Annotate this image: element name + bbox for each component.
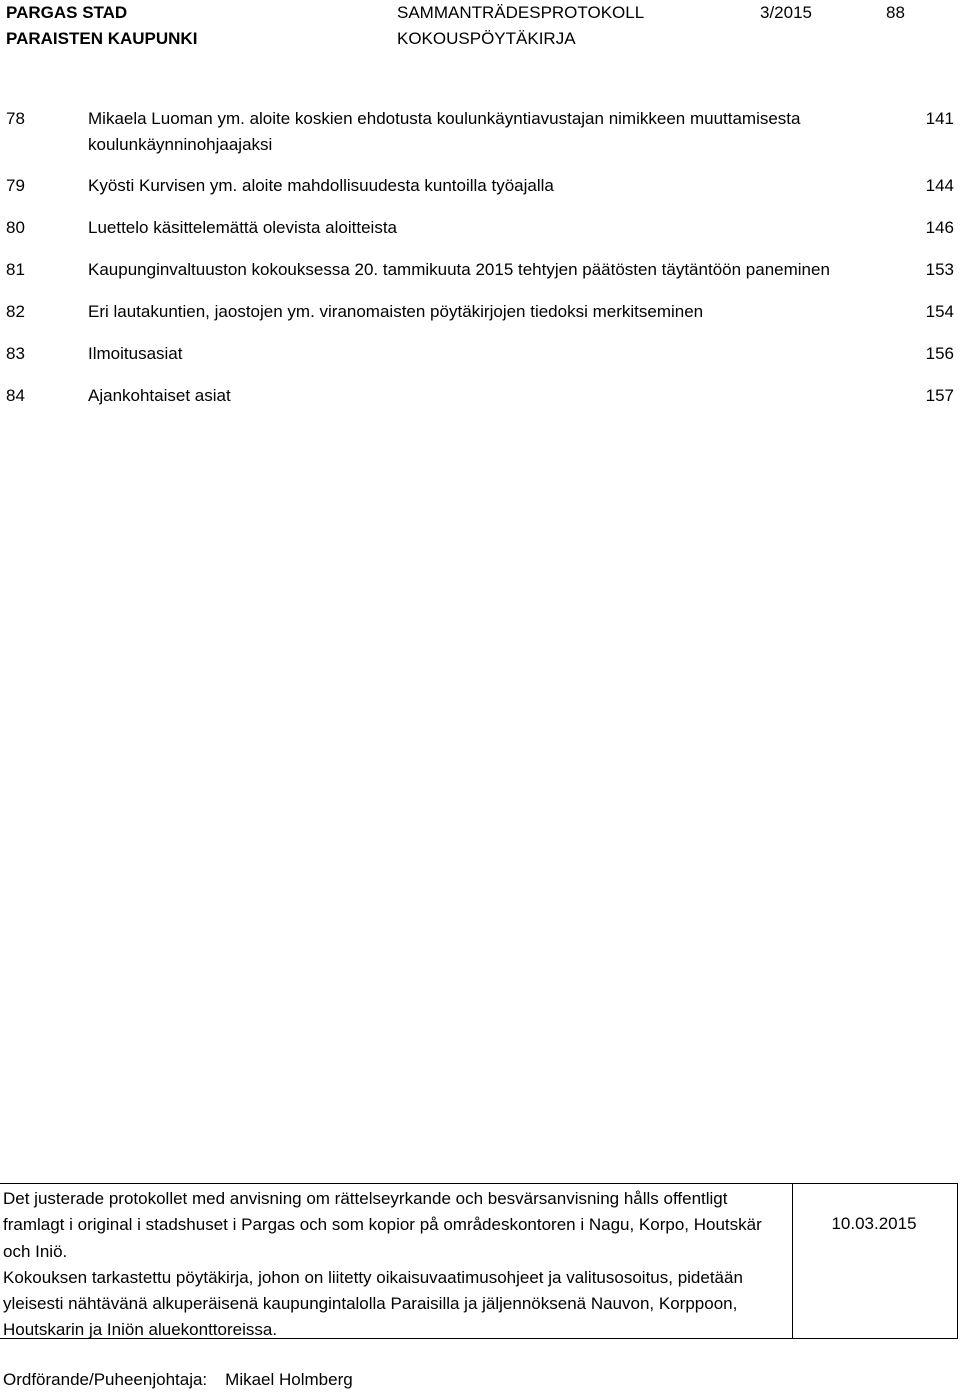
signature-line (3, 1367, 353, 1393)
agenda-item-number: 84 (6, 386, 25, 405)
page-header (0, 0, 960, 60)
agenda-item-page: 154 (925, 302, 954, 321)
agenda-item (0, 383, 960, 409)
page-number: 88 (886, 3, 905, 22)
agenda-item-title: Eri lautakuntien, jaostojen ym. viranomaisten pöytäkirjojen tiedoksi merkitseminen (88, 302, 704, 321)
agenda-item (0, 106, 960, 158)
doc-type-swedish: SAMMANTRÄDESPROTOKOLL (397, 3, 645, 22)
agenda-item-number: 79 (6, 176, 25, 195)
agenda-item-title: Ilmoitusasiat (88, 344, 183, 363)
agenda-item-number: 83 (6, 344, 25, 363)
notice-text (3, 1186, 783, 1344)
agenda-item-title: Kaupunginvaltuuston kokouksessa 20. tammikuuta 2015 tehtyjen päätösten täytäntöön paneminen (88, 260, 830, 279)
issue-number: 3/2015 (760, 3, 812, 22)
agenda-item-number: 82 (6, 302, 25, 321)
agenda-item-number: 78 (6, 109, 25, 128)
agenda-item-title: Ajankohtaiset asiat (88, 386, 231, 405)
agenda-item-title: Kyösti Kurvisen ym. aloite mahdollisuudesta kuntoilla työajalla (88, 176, 554, 195)
notice-divider (792, 1184, 793, 1338)
agenda-item-page: 156 (925, 344, 954, 363)
agenda-item (0, 257, 960, 283)
chairperson-label: Ordförande/Puheenjohtaja: (3, 1370, 208, 1389)
org-name-swedish: PARGAS STAD (6, 3, 128, 22)
agenda-item-title: Mikaela Luoman ym. aloite koskien ehdotusta koulunkäyntiavustajan nimikkeen muuttamisesta koulunkäynninohjaajaksi (88, 109, 801, 154)
public-notice-box (0, 1183, 958, 1339)
agenda-item (0, 299, 960, 325)
org-name-finnish: PARAISTEN KAUPUNKI (6, 29, 198, 48)
agenda-list (0, 106, 960, 409)
chairperson-name: Mikael Holmberg (225, 1370, 353, 1389)
agenda-item (0, 341, 960, 367)
agenda-item-page: 146 (925, 218, 954, 237)
doc-type-finnish: KOKOUSPÖYTÄKIRJA (397, 29, 576, 48)
notice-text-swedish: Det justerade protokollet med anvisning om rättelseyrkande och besvärsanvisning hålls offentligt framlagt i original i stadshuset i Pargas och som kopior på områdeskontoren i Nagu, Korpo, Houtskär och Iniö. (3, 1189, 762, 1261)
agenda-item (0, 215, 960, 241)
agenda-item-page: 157 (925, 386, 954, 405)
agenda-item-number: 81 (6, 260, 25, 279)
agenda-item-title: Luettelo käsittelemättä olevista aloitteista (88, 218, 398, 237)
agenda-item-page: 144 (925, 176, 954, 195)
notice-date: 10.03.2015 (831, 1214, 917, 1233)
agenda-item-number: 80 (6, 218, 25, 237)
notice-text-finnish: Kokouksen tarkastettu pöytäkirja, johon on liitetty oikaisuvaatimusohjeet ja valitusosoitus, pidetään yleisesti nähtävänä alkuperäisenä kaupungintalolla Paraisilla ja jäljennöksenä Nauvon, Korppoon, Houtskarin ja Iniön aluekonttoreissa. (3, 1267, 743, 1340)
agenda-item-page: 141 (925, 109, 954, 128)
agenda-item-page: 153 (925, 260, 954, 279)
agenda-item (0, 173, 960, 199)
